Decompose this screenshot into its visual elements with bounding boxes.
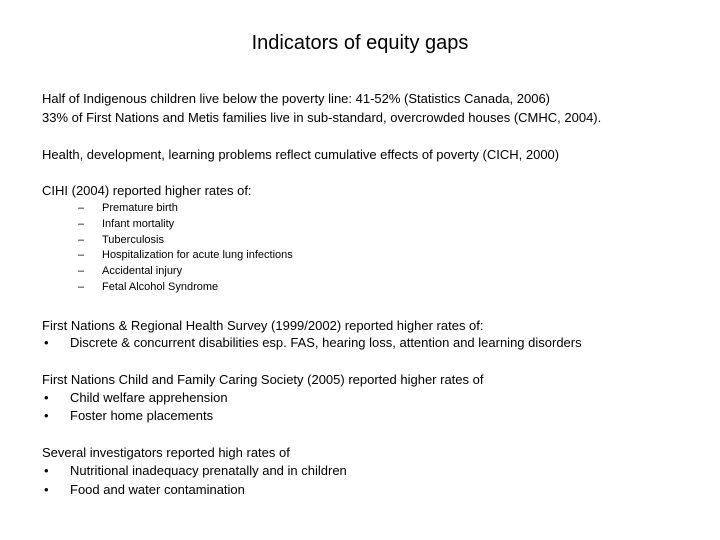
dash-marker: –	[78, 218, 85, 230]
list-item	[0, 463, 720, 479]
list-item	[0, 234, 720, 250]
poverty-line-text: Half of Indigenous children live below the poverty line: 41-52% (Statistics Canada, 2006)	[42, 91, 551, 106]
dash-marker: –	[78, 265, 85, 277]
cihi-heading: CIHI (2004) reported higher rates of:	[42, 183, 252, 198]
list-item	[0, 390, 720, 406]
bullet-marker: •	[44, 335, 49, 350]
list-item-text: Nutritional inadequacy prenatally and in children	[70, 463, 347, 478]
slide-title: Indicators of equity gaps	[251, 32, 469, 54]
list-item	[0, 482, 720, 498]
list-item-text: Foster home placements	[70, 408, 214, 423]
bullet-marker: •	[44, 482, 49, 497]
list-item	[0, 202, 720, 218]
list-item	[0, 281, 720, 297]
caring-heading: First Nations Child and Family Caring Society (2005) reported higher rates of	[42, 372, 484, 387]
list-item	[0, 335, 720, 351]
list-item-text: Discrete & concurrent disabilities esp. FAS, hearing loss, attention and learning disorders	[70, 335, 582, 350]
bullet-marker: •	[44, 390, 49, 405]
dash-marker: –	[78, 234, 85, 246]
survey-heading: First Nations & Regional Health Survey (1999/2002) reported higher rates of:	[42, 318, 484, 333]
list-item-text: Child welfare apprehension	[70, 390, 228, 405]
bullet-marker: •	[44, 408, 49, 423]
list-item-text: Premature birth	[102, 202, 178, 214]
list-item-text: Infant mortality	[102, 218, 175, 230]
dash-marker: –	[78, 281, 85, 293]
investigators-heading: Several investigators reported high rates of	[42, 445, 290, 460]
list-item-text: Tuberculosis	[102, 234, 164, 246]
dash-marker: –	[78, 202, 85, 214]
list-item	[0, 265, 720, 281]
list-item-text: Fetal Alcohol Syndrome	[102, 281, 219, 293]
list-item	[0, 408, 720, 424]
dash-marker: –	[78, 249, 85, 261]
health-text: Health, development, learning problems reflect cumulative effects of poverty (CICH, 2000)	[42, 147, 560, 162]
list-item-text: Food and water contamination	[70, 482, 245, 497]
bullet-marker: •	[44, 463, 49, 478]
list-item	[0, 249, 720, 265]
list-item-text: Hospitalization for acute lung infections	[102, 249, 293, 261]
housing-text: 33% of First Nations and Metis families live in sub-standard, overcrowded houses (CMHC, 2004).	[42, 110, 602, 125]
list-item	[0, 218, 720, 234]
list-item-text: Accidental injury	[102, 265, 183, 277]
